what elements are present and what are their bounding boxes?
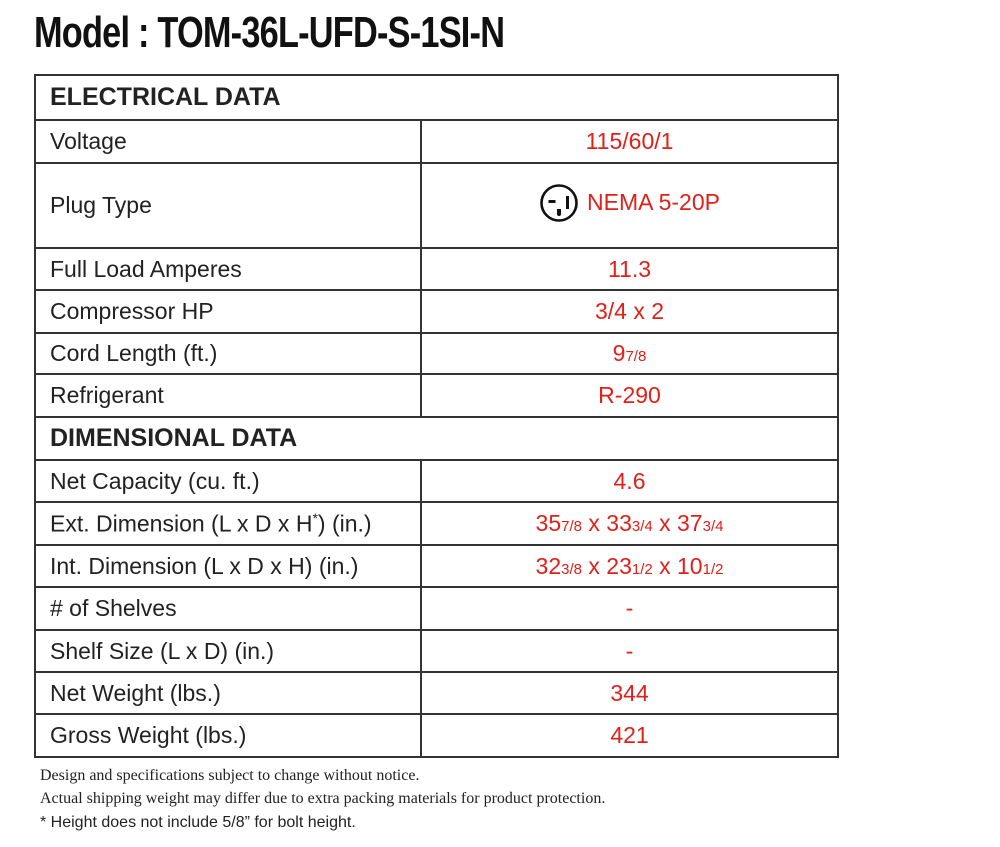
spec-table — [34, 74, 839, 758]
table-row — [35, 502, 838, 545]
cord-length-fraction: 7/8 — [625, 348, 647, 365]
nema-plug-icon — [539, 183, 579, 223]
ext-dimension-value: 357/8 x 333/4 x 373/4 — [421, 502, 838, 545]
net-capacity-value: 4.6 — [421, 460, 838, 502]
table-row — [35, 545, 838, 587]
table-row — [35, 374, 838, 417]
table-row — [35, 163, 838, 248]
section-header-electrical — [35, 75, 838, 120]
section-header-dimensional — [35, 417, 838, 460]
net-capacity-label: Net Capacity (cu. ft.) — [35, 460, 421, 502]
table-row — [35, 672, 838, 714]
full-load-amperes-label: Full Load Amperes — [35, 248, 421, 290]
table-row — [35, 120, 838, 163]
notes — [40, 764, 605, 810]
table-row — [35, 248, 838, 290]
note-line-2: Actual shipping weight may differ due to extra packing materials for product protection. — [40, 790, 606, 807]
net-weight-value: 344 — [421, 672, 838, 714]
gross-weight-value: 421 — [421, 714, 838, 757]
shelves-value: - — [421, 587, 838, 630]
shelves-label: # of Shelves — [35, 587, 421, 630]
net-weight-label: Net Weight (lbs.) — [35, 672, 421, 714]
voltage-value: 115/60/1 — [421, 120, 838, 163]
cord-length-value — [421, 333, 838, 374]
refrigerant-value: R-290 — [421, 374, 838, 417]
full-load-amperes-value: 11.3 — [421, 248, 838, 290]
cord-length-whole: 9 — [612, 340, 626, 366]
int-dimension-label: Int. Dimension (L x D x H) (in.) — [35, 545, 421, 587]
electrical-heading: ELECTRICAL DATA — [35, 75, 838, 120]
compressor-hp-label: Compressor HP — [35, 290, 421, 333]
plug-type-value: NEMA 5-20P — [587, 189, 720, 215]
cord-length-label: Cord Length (ft.) — [35, 333, 421, 374]
ext-dimension-label: Ext. Dimension (L x D x H*) (in.) — [35, 502, 421, 545]
table-row — [35, 333, 838, 374]
note-line-1: Design and specifications subject to change without notice. — [40, 767, 420, 784]
table-row — [35, 587, 838, 630]
table-row — [35, 460, 838, 502]
refrigerant-label: Refrigerant — [35, 374, 421, 417]
plug-type-cell — [421, 163, 838, 248]
gross-weight-label: Gross Weight (lbs.) — [35, 714, 421, 757]
plug-type-label: Plug Type — [35, 163, 421, 248]
compressor-hp-value: 3/4 x 2 — [421, 290, 838, 333]
model-title: Model : TOM-36L-UFD-S-1SI-N — [34, 8, 505, 57]
table-row — [35, 714, 838, 757]
shelf-size-label: Shelf Size (L x D) (in.) — [35, 630, 421, 672]
table-row — [35, 630, 838, 672]
footnote: * Height does not include 5/8” for bolt height. — [40, 814, 356, 831]
dimensional-heading: DIMENSIONAL DATA — [35, 417, 838, 460]
int-dimension-value: 323/8 x 231/2 x 101/2 — [421, 545, 838, 587]
table-row — [35, 290, 838, 333]
shelf-size-value: - — [421, 630, 838, 672]
voltage-label: Voltage — [35, 120, 421, 163]
